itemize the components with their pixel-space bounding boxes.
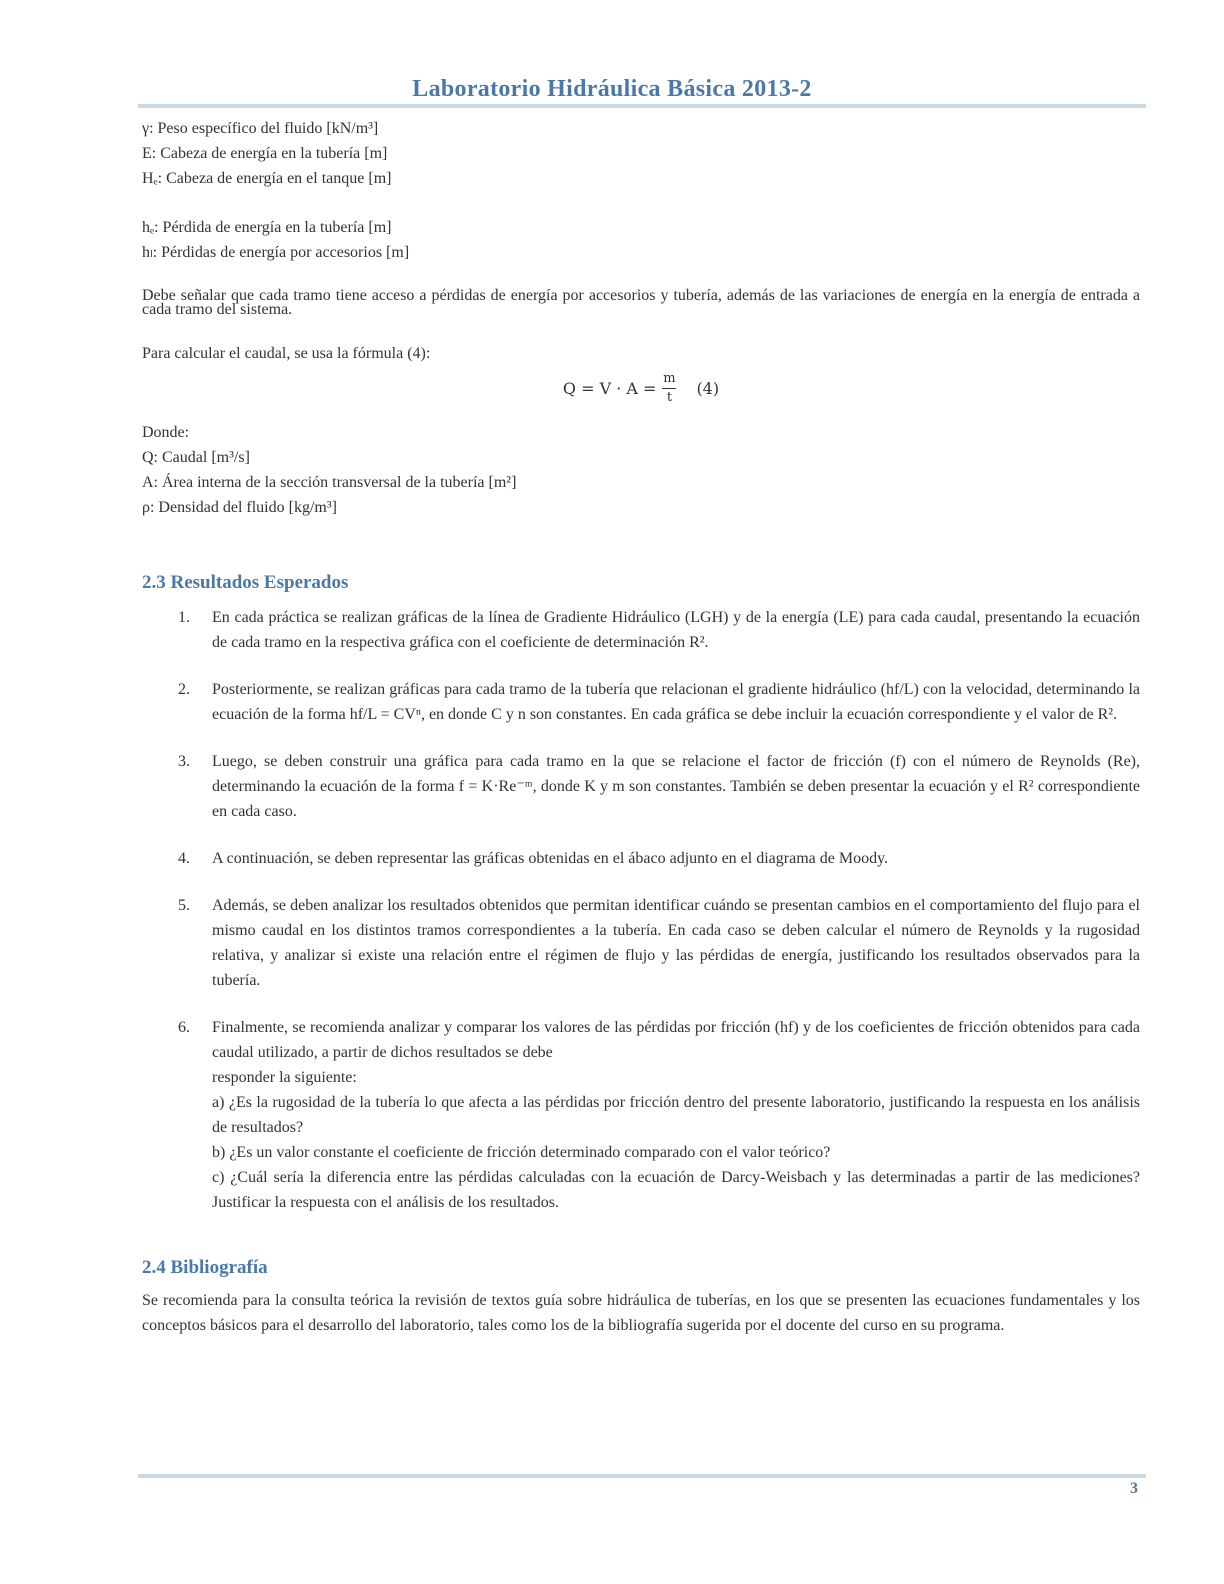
definition-line: E: Cabeza de energía en la tubería [m] (142, 145, 388, 162)
spread-word: siguiente: (294, 1069, 357, 1086)
where-label: Donde: (142, 424, 190, 441)
section-heading-expected-results: 2.3 Resultados Esperados (142, 572, 349, 593)
list-item-text: A continuación, se deben representar las gráficas obtenidas en el ábaco adjunto en el diagrama de Moody. (212, 850, 889, 867)
formula-lhs: Q = V · A = (562, 379, 657, 398)
spread-word: responder (212, 1069, 276, 1086)
list-item (142, 605, 1140, 655)
flow-formula (142, 372, 1140, 416)
list-item-subquestion: c) ¿Cuál sería la diferencia entre las pérdidas calculadas con la ecuación de Darcy-Weisbach y las determinadas a partir de las mediciones? Justificar la respuesta con el análisis de los resultados. (212, 1169, 1140, 1211)
losses-paragraph: Debe señalar que cada tramo tiene acceso a pérdidas de energía por accesorios y tubería, además de las variaciones de energía en la energía de entrada a cada tramo del sistema. (142, 287, 1140, 318)
header-rule (138, 104, 1146, 108)
list-item-text: En cada práctica se realizan gráficas de la línea de Gradiente Hidráulico (LGH) y de la energía (LE) para cada caudal, presentando la ecuación de cada tramo en la respectiva gráfica con el coeficiente de determinación R². (212, 609, 1140, 651)
list-item-number: 6. (178, 1019, 190, 1036)
list-item-text: Además, se deben analizar los resultados obtenidos que permitan identificar cuándo se presentan cambios en el comportamiento del flujo para el mismo caudal en los distintos tramos correspondientes a la tubería. En cada caso se deben calcular el número de Reynolds y la rugosidad relativa, y analizar si existe una relación entre el régimen de flujo y las pérdidas de energía, justificando los resultados observados para la tubería. (212, 897, 1140, 989)
page-content (142, 116, 1140, 1338)
flow-paragraph: Para calcular el caudal, se usa la fórmula (4): (142, 345, 431, 362)
list-item (142, 846, 1140, 871)
running-header-title: Laboratorio Hidráulica Básica 2013-2 (412, 76, 812, 102)
list-item (142, 1015, 1140, 1215)
list-item-number: 4. (178, 850, 190, 867)
list-item-text: Luego, se deben construir una gráfica para cada tramo en la que se relacione el factor de fricción (f) con el número de Reynolds (Re), determinando la ecuación de la forma f = K·Re⁻ᵐ, donde K y m son constantes. También se deben presentar la ecuación y el R² correspondiente en cada caso. (212, 753, 1140, 820)
page-number: 3 (1130, 1480, 1138, 1497)
definition-line: Q: Caudal [m³/s] (142, 449, 250, 466)
list-item-subquestion: b) ¿Es un valor constante el coeficiente de fricción determinado comparado con el valor teórico? (212, 1144, 831, 1161)
list-item-spread-line (212, 1065, 1140, 1090)
list-item (142, 893, 1140, 993)
definition-line: hₗ: Pérdidas de energía por accesorios [m] (142, 244, 410, 261)
definition-line: γ: Peso específico del fluido [kN/m³] (142, 120, 379, 137)
footer-rule (138, 1474, 1146, 1478)
expected-results-list (142, 605, 1140, 1215)
formula-denominator: t (666, 390, 673, 405)
list-item-subquestion: a) ¿Es la rugosidad de la tubería lo que afecta a las pérdidas por fricción dentro del presente laboratorio, justificando la respuesta en los análisis de resultados? (212, 1094, 1140, 1136)
bibliography-paragraph: Se recomienda para la consulta teórica la revisión de textos guía sobre hidráulica de tuberías, en los que se presenten las ecuaciones fundamentales y los conceptos básicos para el desarrollo del laboratorio, tales como los de la bibliografía sugerida por el docente del curso en su programa. (142, 1292, 1140, 1334)
list-item-number: 2. (178, 681, 190, 698)
formula-tag: (4) (696, 379, 720, 398)
definition-line: Hₑ: Cabeza de energía en el tanque [m] (142, 170, 392, 187)
list-item-number: 1. (178, 609, 190, 626)
section-heading-bibliography: 2.4 Bibliografía (142, 1257, 268, 1278)
list-item (142, 749, 1140, 824)
formula-numerator: m (663, 371, 676, 386)
spread-word: la (279, 1069, 291, 1086)
definition-line: hₑ: Pérdida de energía en la tubería [m] (142, 219, 392, 236)
definition-line: ρ: Densidad del fluido [kg/m³] (142, 499, 337, 516)
definition-line: A: Área interna de la sección transversal de la tubería [m²] (142, 474, 517, 491)
list-item-number: 5. (178, 897, 190, 914)
list-item-number: 3. (178, 753, 190, 770)
list-item-text: Finalmente, se recomienda analizar y comparar los valores de las pérdidas por fricción (hf) y de los coeficientes de fricción obtenidos para cada caudal utilizado, a partir de dichos resultados se debe (212, 1019, 1140, 1061)
formula-fraction (662, 372, 676, 405)
list-item (142, 677, 1140, 727)
list-item-text: Posteriormente, se realizan gráficas para cada tramo de la tubería que relacionan el gradiente hidráulico (hf/L) con la velocidad, determinando la ecuación de la forma hf/L = CVⁿ, en donde C y n son constantes. En cada gráfica se debe incluir la ecuación correspondiente y el valor de R². (212, 681, 1140, 723)
